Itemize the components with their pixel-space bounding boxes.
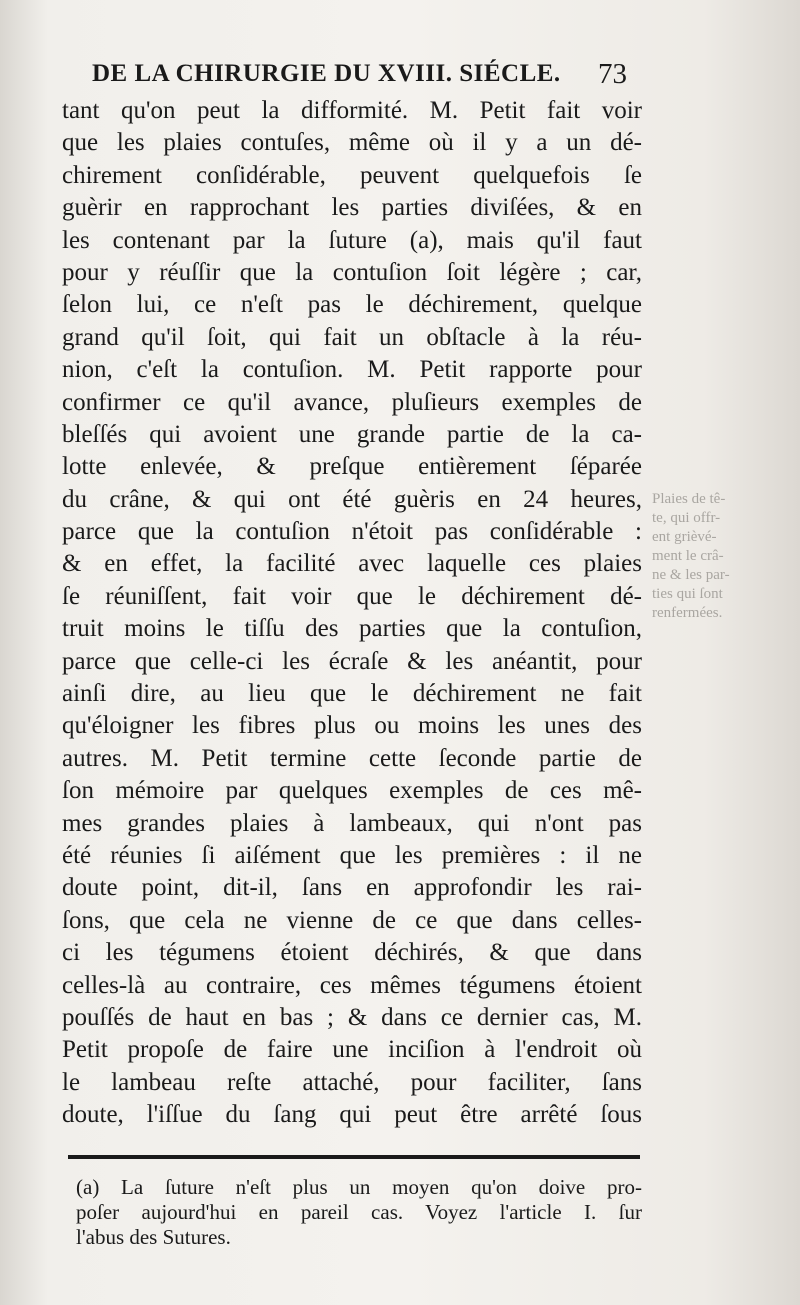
margin-note-bleedthrough [652, 490, 792, 623]
text-line: ſon mémoire par quelques exemples de ces mê- [62, 777, 642, 805]
text-line: lotte enlevée, & preſque entièrement ſéparée [62, 453, 642, 481]
page-number: 73 [598, 58, 627, 90]
margin-note-line: Plaies de tê- [652, 491, 726, 507]
text-line: que les plaies contuſes, même où il y a un dé- [62, 129, 642, 157]
footnote [76, 1175, 642, 1250]
footnote-line: (a) La ſuture n'eſt plus un moyen qu'on doive pro- [76, 1175, 642, 1199]
text-line: grand qu'il ſoit, qui fait un obſtacle à la réu- [62, 323, 642, 351]
text-line: mes grandes plaies à lambeaux, qui n'ont pas [62, 809, 642, 837]
text-line: & en effet, la facilité avec laquelle ces plaies [62, 550, 642, 578]
footnote-line: l'abus des Sutures. [76, 1225, 231, 1249]
margin-note-line: ent grièvé- [652, 529, 717, 545]
text-line: autres. M. Petit termine cette ſeconde partie de [62, 744, 642, 772]
text-line: ſons, que cela ne vienne de ce que dans celles- [62, 906, 642, 934]
footnote-line: poſer aujourd'hui en pareil cas. Voyez l'article I. ſur [76, 1200, 642, 1224]
text-line: ſe réuniſſent, fait voir que le déchirement dé- [62, 582, 642, 610]
text-line: nion, c'eſt la contuſion. M. Petit rapporte pour [62, 356, 642, 384]
text-line: confirmer ce qu'il avance, pluſieurs exemples de [62, 388, 642, 416]
text-line: tant qu'on peut la difformité. M. Petit fait voir [62, 97, 642, 124]
margin-note-line: ties qui ſont [652, 586, 723, 602]
text-line: chirement conſidérable, peuvent quelquefois ſe [62, 161, 642, 189]
footnote-rule [68, 1155, 640, 1159]
text-line: qu'éloigner les fibres plus ou moins les unes des [62, 712, 642, 740]
text-line: guèrir en rapprochant les parties diviſées, & en [62, 194, 642, 222]
text-line: parce que la contuſion n'étoit pas conſidérable : [62, 518, 642, 546]
text-line: été réunies ſi aiſément que les premières : il ne [62, 841, 642, 869]
text-line: bleſſés qui avoient une grande partie de la ca- [62, 420, 642, 448]
running-title: DE LA CHIRURGIE DU XVIII. SIÉCLE. [92, 60, 561, 87]
text-line: ainſi dire, au lieu que le déchirement ne fait [62, 680, 642, 708]
text-line: ci les tégumens étoient déchirés, & que dans [62, 939, 642, 967]
text-line: du crâne, & qui ont été guèris en 24 heures, [62, 485, 642, 513]
body-text [62, 95, 642, 1132]
text-line: truit moins le tiſſu des parties que la contuſion, [62, 615, 642, 643]
margin-note-line: te, qui offr- [652, 510, 721, 526]
text-line: doute point, dit-il, ſans en approfondir les rai- [62, 874, 642, 902]
text-line: doute, l'iſſue du ſang qui peut être arrêté ſous [62, 1101, 642, 1129]
text-line: ſelon lui, ce n'eſt pas le déchirement, quelque [62, 291, 642, 319]
text-line: les contenant par la ſuture (a), mais qu'il faut [62, 226, 642, 254]
text-line: pouſſés de haut en bas ; & dans ce dernier cas, M. [62, 1003, 642, 1031]
text-line: Petit propoſe de faire une inciſion à l'endroit où [62, 1036, 642, 1064]
margin-note-line: ment le crâ- [652, 548, 724, 564]
margin-note-line: ne & les par- [652, 567, 730, 583]
text-line: parce que celle-ci les écraſe & les anéantit, pour [62, 647, 642, 675]
margin-note-line: renfermées. [652, 605, 723, 621]
text-line: pour y réuſſir que la contuſion ſoit légère ; car, [62, 258, 642, 286]
text-line: celles-là au contraire, ces mêmes tégumens étoient [62, 971, 642, 999]
text-line: le lambeau reſte attaché, pour faciliter, ſans [62, 1068, 642, 1096]
